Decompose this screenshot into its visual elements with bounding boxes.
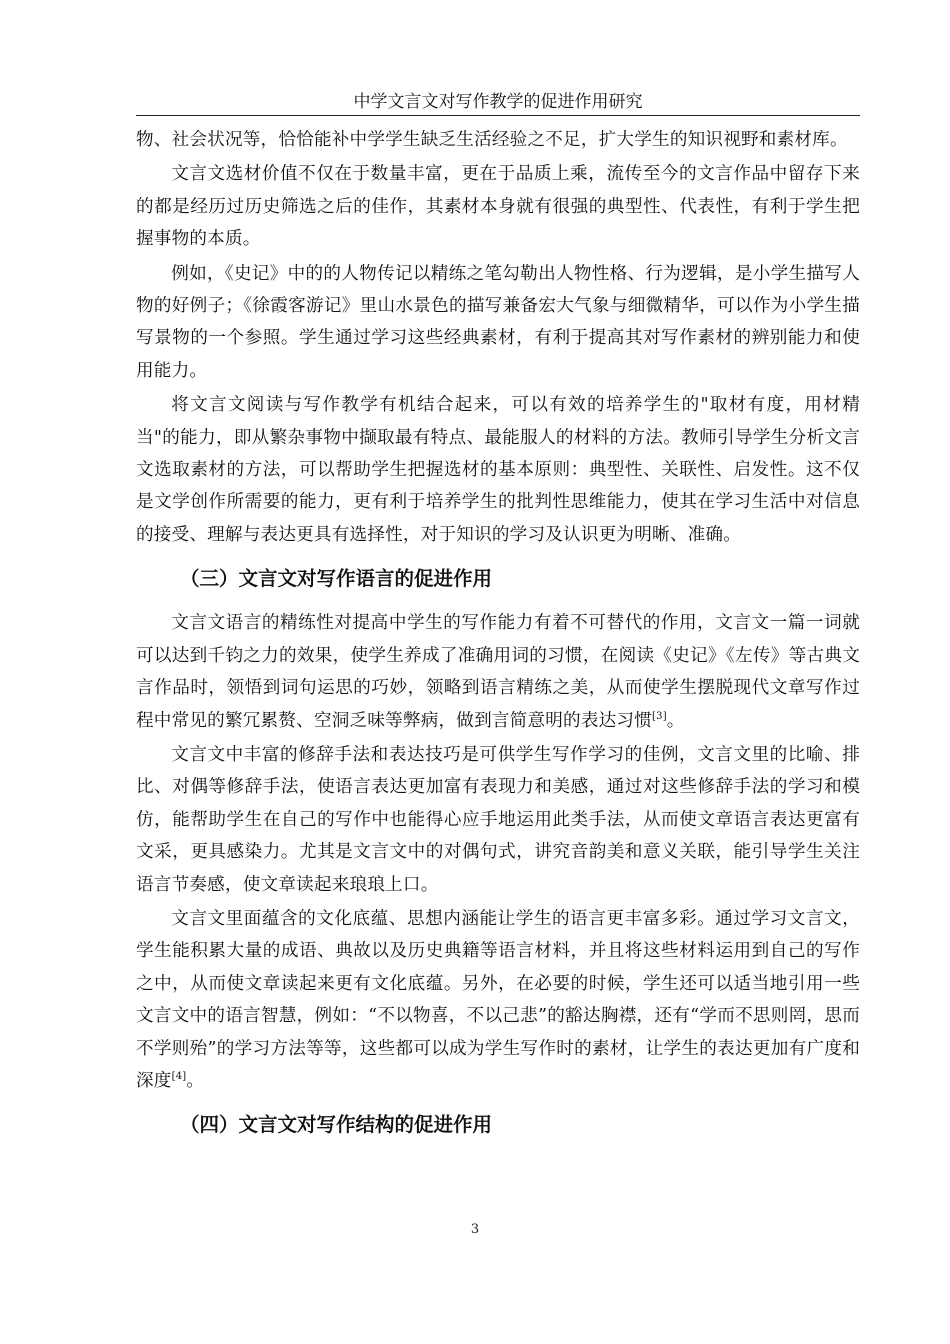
paragraph-5-text: 文言文语言的精练性对提高中学生的写作能力有着不可替代的作用，文言文一篇一词就可以达到千钧之力的效果，使学生养成了准确用词的习惯，在阅读《史记》《左传》等古典文言作品时，领悟到词句运思的巧妙，领略到语言精练之美，从而使学生摆脱现代文章写作过程中常见的繁冗累赘、空洞乏味等弊病，做到言简意明的表达习惯	[136, 613, 860, 731]
paragraph-7-text: 文言文里面蕴含的文化底蕴、思想内涵能让学生的语言更丰富多彩。通过学习文言文，学生能积累大量的成语、典故以及历史典籍等语言材料，并且将这些材料运用到自己的写作之中，从而使文章读起来更有文化底蕴。另外，在必要的时候，学生还可以适当地引用一些文言文中的语言智慧，例如：“不以物喜，不以己悲”的豁达胸襟，还有“学而不思则罔，思而不学则殆”的学习方法等等，这些都可以成为学生写作时的素材，让学生的表达更加有广度和深度	[136, 908, 860, 1091]
citation-3: [3]	[652, 710, 667, 722]
running-header: 中学文言文对写作教学的促进作用研究	[353, 92, 643, 112]
paragraph-4: 将文言文阅读与写作教学有机结合起来，可以有效的培养学生的"取材有度，用材精当"的能力，即从繁杂事物中撷取最有特点、最能服人的材料的方法。教师引导学生分析文言文选取素材的方法，可以帮助学生把握选材的基本原则：典型性、关联性、启发性。这不仅是文学创作所需要的能力，更有利于培养学生的批判性思维能力，使其在学习生活中对信息的接受、理解与表达更具有选择性，对于知识的学习及认识更为明晰、准确。	[136, 395, 860, 545]
section-heading-4: （四）文言文对写作结构的促进作用	[180, 1113, 493, 1137]
page-number: 3	[470, 1222, 480, 1237]
paragraph-3: 例如，《史记》中的的人物传记以精练之笔勾勒出人物性格、行为逻辑，是小学生描写人物的好例子；《徐霞客游记》里山水景色的描写兼备宏大气象与细微精华，可以作为小学生描写景物的一个参照。学生通过学习这些经典素材，有利于提高其对写作素材的辨别能力和使用能力。	[136, 263, 860, 381]
paragraph-6: 文言文中丰富的修辞手法和表达技巧是可供学生写作学习的佳例，文言文里的比喻、排比、对偶等修辞手法，使语言表达更加富有表现力和美感，通过对这些修辞手法的学习和模仿，能帮助学生在自己的写作中也能得心应手地运用此类手法，从而使文章语言表达更富有文采，更具感染力。尤其是文言文中的对偶句式，讲究音韵美和意义关联，能引导学生关注语言节奏感，使文章读起来琅琅上口。	[136, 744, 860, 895]
paragraph-7-end: 。	[186, 1070, 205, 1091]
citation-4: [4]	[171, 1071, 187, 1083]
document-body	[136, 124, 860, 1153]
section-heading-3: （三）文言文对写作语言的促进作用	[180, 567, 493, 591]
paragraph-7	[136, 903, 860, 1097]
header-divider	[136, 115, 860, 116]
paragraph-1: 物、社会状况等，恰恰能补中学学生缺乏生活经验之不足，扩大学生的知识视野和素材库。	[136, 130, 848, 150]
paragraph-2: 文言文选材价值不仅在于数量丰富，更在于品质上乘，流传至今的文言作品中留存下来的都是经历过历史筛选之后的佳作，其素材本身就有很强的典型性、代表性，有利于学生把握事物的本质。	[136, 164, 860, 250]
paragraph-5-end: 。	[666, 710, 685, 731]
paragraph-5	[136, 607, 860, 737]
